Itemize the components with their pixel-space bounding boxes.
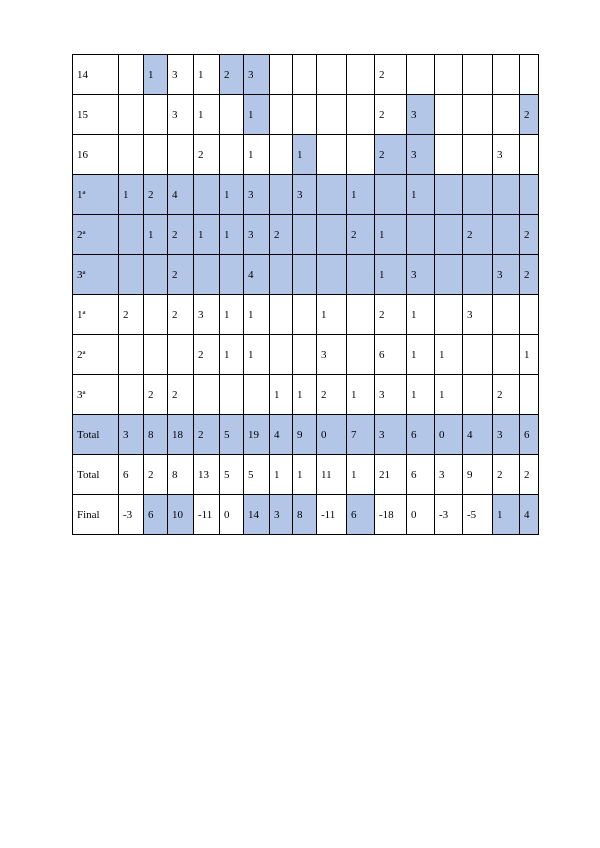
table-cell: 2: [317, 375, 347, 415]
table-cell: 2: [347, 215, 375, 255]
table-cell: 2: [520, 215, 539, 255]
table-cell: [520, 135, 539, 175]
table-cell: [435, 255, 463, 295]
table-cell: 0: [317, 415, 347, 455]
row-label: Total: [73, 415, 119, 455]
table-cell: [493, 215, 520, 255]
table-cell: [293, 335, 317, 375]
table-cell: [144, 335, 168, 375]
table-cell: 3: [493, 135, 520, 175]
table-cell: 1: [244, 295, 270, 335]
table-cell: [407, 55, 435, 95]
table-cell: 2: [375, 95, 407, 135]
table-cell: [270, 335, 293, 375]
table-cell: 3: [493, 415, 520, 455]
table-cell: 2: [144, 375, 168, 415]
table-cell: [194, 175, 220, 215]
table-row: [73, 215, 539, 255]
table-cell: 9: [463, 455, 493, 495]
table-cell: [493, 55, 520, 95]
table-cell: [493, 175, 520, 215]
table-cell: 19: [244, 415, 270, 455]
table-cell: [407, 215, 435, 255]
table-cell: [463, 135, 493, 175]
table-cell: 2: [168, 215, 194, 255]
table-cell: 1: [220, 175, 244, 215]
table-cell: [347, 335, 375, 375]
table-cell: 1: [244, 335, 270, 375]
table-cell: 1: [407, 375, 435, 415]
row-label: 14: [73, 55, 119, 95]
table-cell: [435, 55, 463, 95]
table-cell: 3: [244, 55, 270, 95]
table-cell: 6: [375, 335, 407, 375]
score-table: [72, 54, 539, 535]
table-cell: 1: [375, 255, 407, 295]
table-cell: 2: [144, 455, 168, 495]
table-cell: 6: [347, 495, 375, 535]
table-cell: 1: [270, 455, 293, 495]
table-cell: [168, 335, 194, 375]
table-cell: [119, 135, 144, 175]
table-cell: [347, 135, 375, 175]
table-cell: [463, 175, 493, 215]
table-cell: 5: [244, 455, 270, 495]
table-cell: 4: [463, 415, 493, 455]
table-cell: 2: [493, 375, 520, 415]
table-cell: [347, 255, 375, 295]
table-cell: 3: [375, 415, 407, 455]
table-cell: [317, 135, 347, 175]
table-cell: 1: [520, 335, 539, 375]
table-cell: [119, 255, 144, 295]
table-cell: 2: [270, 215, 293, 255]
row-label: Final: [73, 495, 119, 535]
table-cell: [293, 95, 317, 135]
table-cell: 1: [317, 295, 347, 335]
table-cell: [270, 135, 293, 175]
table-cell: 1: [347, 175, 375, 215]
table-cell: [144, 95, 168, 135]
table-cell: 2: [194, 135, 220, 175]
table-cell: [144, 295, 168, 335]
table-cell: 1: [293, 455, 317, 495]
table-cell: 3: [168, 95, 194, 135]
table-cell: [317, 215, 347, 255]
table-cell: [293, 55, 317, 95]
table-cell: 6: [407, 415, 435, 455]
table-row: [73, 135, 539, 175]
table-cell: 6: [144, 495, 168, 535]
row-label: 2ª: [73, 215, 119, 255]
table-cell: -11: [194, 495, 220, 535]
table-cell: [375, 175, 407, 215]
table-row: [73, 455, 539, 495]
table-cell: [435, 175, 463, 215]
table-cell: 2: [375, 135, 407, 175]
table-cell: 3: [407, 135, 435, 175]
table-cell: 1: [435, 375, 463, 415]
table-cell: [435, 135, 463, 175]
table-cell: [435, 95, 463, 135]
row-label: 1ª: [73, 295, 119, 335]
table-cell: 9: [293, 415, 317, 455]
table-cell: 1: [144, 55, 168, 95]
table-cell: [220, 255, 244, 295]
table-cell: 0: [435, 415, 463, 455]
table-cell: 1: [407, 295, 435, 335]
table-cell: 3: [244, 175, 270, 215]
table-cell: [244, 375, 270, 415]
row-label: Total: [73, 455, 119, 495]
table-cell: -5: [463, 495, 493, 535]
table-cell: 3: [317, 335, 347, 375]
table-cell: 5: [220, 455, 244, 495]
row-label: 3ª: [73, 255, 119, 295]
table-cell: 3: [119, 415, 144, 455]
table-cell: 3: [168, 55, 194, 95]
table-cell: 2: [220, 55, 244, 95]
table-cell: 2: [168, 255, 194, 295]
table-cell: 1: [493, 495, 520, 535]
table-cell: 3: [293, 175, 317, 215]
table-cell: 4: [270, 415, 293, 455]
table-row: [73, 495, 539, 535]
table-cell: 0: [220, 495, 244, 535]
table-cell: 18: [168, 415, 194, 455]
table-cell: 6: [520, 415, 539, 455]
table-cell: 3: [194, 295, 220, 335]
table-cell: 10: [168, 495, 194, 535]
table-cell: [520, 295, 539, 335]
table-cell: 21: [375, 455, 407, 495]
table-cell: 3: [435, 455, 463, 495]
table-cell: [119, 335, 144, 375]
table-cell: [463, 335, 493, 375]
table-row: [73, 55, 539, 95]
table-cell: [520, 375, 539, 415]
row-label: 15: [73, 95, 119, 135]
table-cell: 2: [119, 295, 144, 335]
table-cell: 6: [407, 455, 435, 495]
table-cell: 2: [144, 175, 168, 215]
table-cell: [463, 95, 493, 135]
table-cell: [435, 215, 463, 255]
table-cell: 1: [293, 375, 317, 415]
table-cell: 2: [168, 295, 194, 335]
table-cell: 2: [375, 295, 407, 335]
table-cell: 4: [520, 495, 539, 535]
table-cell: [220, 95, 244, 135]
table-cell: [317, 175, 347, 215]
table-cell: 3: [270, 495, 293, 535]
table-cell: [493, 295, 520, 335]
table-cell: 1: [194, 95, 220, 135]
table-cell: 1: [119, 175, 144, 215]
row-label: 16: [73, 135, 119, 175]
table-cell: 2: [520, 255, 539, 295]
table-cell: [347, 295, 375, 335]
table-cell: 3: [407, 255, 435, 295]
table-cell: [270, 295, 293, 335]
table-cell: 4: [168, 175, 194, 215]
table-cell: [463, 255, 493, 295]
table-cell: [317, 255, 347, 295]
table-cell: 1: [220, 335, 244, 375]
table-cell: 1: [407, 335, 435, 375]
table-row: [73, 415, 539, 455]
table-cell: [270, 175, 293, 215]
table-cell: [493, 335, 520, 375]
table-cell: 2: [194, 335, 220, 375]
row-label: 1ª: [73, 175, 119, 215]
table-cell: [293, 255, 317, 295]
table-cell: 1: [293, 135, 317, 175]
table-cell: 2: [493, 455, 520, 495]
table-cell: 1: [194, 55, 220, 95]
table-cell: 11: [317, 455, 347, 495]
table-cell: [520, 55, 539, 95]
table-cell: [317, 95, 347, 135]
table-cell: 3: [244, 215, 270, 255]
table-cell: 6: [119, 455, 144, 495]
table-cell: [520, 175, 539, 215]
table-cell: [270, 95, 293, 135]
table-cell: -3: [119, 495, 144, 535]
row-label: 2ª: [73, 335, 119, 375]
table-cell: [194, 375, 220, 415]
table-cell: 1: [435, 335, 463, 375]
table-cell: 1: [407, 175, 435, 215]
table-cell: [220, 135, 244, 175]
table-cell: 3: [493, 255, 520, 295]
table-cell: 3: [463, 295, 493, 335]
table-cell: 2: [194, 415, 220, 455]
table-cell: 1: [375, 215, 407, 255]
table-cell: [347, 55, 375, 95]
table-cell: 14: [244, 495, 270, 535]
row-label: 3ª: [73, 375, 119, 415]
table-cell: 1: [244, 95, 270, 135]
table-cell: [144, 135, 168, 175]
table-cell: 7: [347, 415, 375, 455]
table-cell: 1: [244, 135, 270, 175]
table-row: [73, 255, 539, 295]
table-cell: [144, 255, 168, 295]
table-cell: 8: [168, 455, 194, 495]
table-cell: 2: [463, 215, 493, 255]
table-cell: [293, 295, 317, 335]
table-cell: -3: [435, 495, 463, 535]
table-cell: 3: [407, 95, 435, 135]
table-cell: 8: [293, 495, 317, 535]
table-cell: 2: [375, 55, 407, 95]
table-cell: [194, 255, 220, 295]
table-cell: 1: [270, 375, 293, 415]
table-cell: [270, 255, 293, 295]
table-row: [73, 335, 539, 375]
table-cell: 2: [520, 455, 539, 495]
table-cell: -18: [375, 495, 407, 535]
table-cell: [293, 215, 317, 255]
table-cell: 1: [220, 215, 244, 255]
table-cell: [119, 375, 144, 415]
table-cell: [463, 375, 493, 415]
table-row: [73, 375, 539, 415]
table-cell: 4: [244, 255, 270, 295]
score-table-body: [73, 55, 539, 535]
table-row: [73, 295, 539, 335]
table-row: [73, 175, 539, 215]
table-cell: 1: [144, 215, 168, 255]
table-cell: 1: [194, 215, 220, 255]
table-cell: 8: [144, 415, 168, 455]
table-cell: 0: [407, 495, 435, 535]
table-cell: 1: [347, 455, 375, 495]
table-cell: [119, 95, 144, 135]
table-cell: 2: [520, 95, 539, 135]
table-cell: [119, 215, 144, 255]
table-cell: 5: [220, 415, 244, 455]
table-cell: [270, 55, 293, 95]
table-cell: [168, 135, 194, 175]
table-cell: 1: [347, 375, 375, 415]
table-cell: 3: [375, 375, 407, 415]
table-cell: 2: [168, 375, 194, 415]
table-cell: [435, 295, 463, 335]
table-cell: 1: [220, 295, 244, 335]
table-row: [73, 95, 539, 135]
table-cell: [463, 55, 493, 95]
table-cell: [347, 95, 375, 135]
table-cell: [493, 95, 520, 135]
table-cell: 13: [194, 455, 220, 495]
table-cell: [220, 375, 244, 415]
table-cell: [119, 55, 144, 95]
table-cell: -11: [317, 495, 347, 535]
table-cell: [317, 55, 347, 95]
